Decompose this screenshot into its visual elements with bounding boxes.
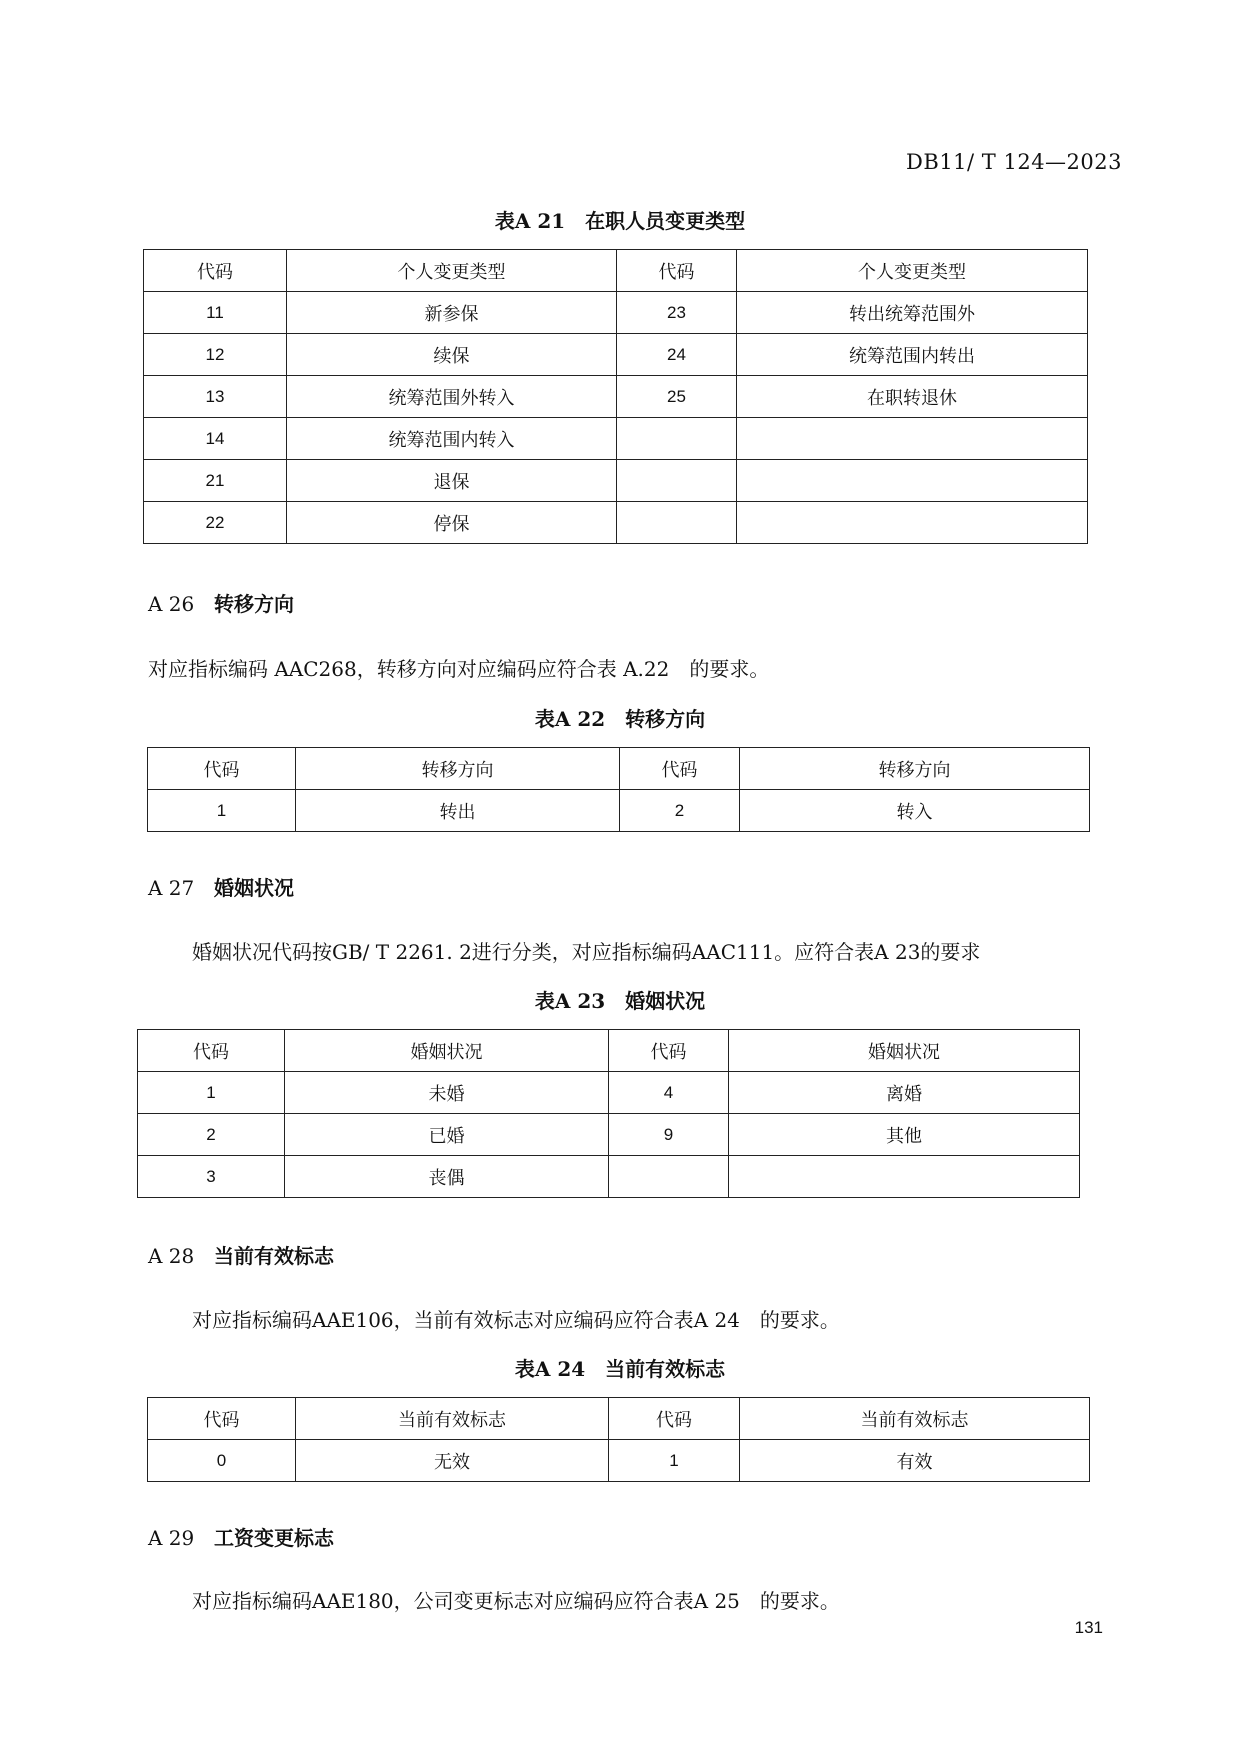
label-cell: 未婚 [285, 1072, 609, 1114]
section-number: A 27 [148, 876, 195, 900]
page-number: 131 [1074, 1618, 1103, 1637]
table-row [138, 1156, 1080, 1198]
code-header-cell: 代码 [144, 250, 287, 292]
code-header-cell: 代码 [148, 1398, 296, 1440]
table-a21-caption: 表A 21 在职人员变更类型 [494, 209, 746, 233]
code-header-cell: 代码 [609, 1030, 729, 1072]
table-header-row [144, 250, 1088, 292]
label-cell [737, 502, 1088, 544]
section-a27-text: 婚姻状况代码按GB/ T 2261. 2进行分类，对应指标编码AAC111。应符合表A 23的要求 [192, 940, 981, 964]
label-cell: 转出 [296, 790, 620, 832]
label-cell: 统筹范围外转入 [287, 376, 617, 418]
code-cell: 1 [138, 1072, 285, 1114]
label-header-cell: 婚姻状况 [729, 1030, 1080, 1072]
label-header-cell: 当前有效标志 [740, 1398, 1090, 1440]
label-cell: 停保 [287, 502, 617, 544]
table-row [144, 502, 1088, 544]
section-title: 当前有效标志 [214, 1244, 334, 1268]
section-a29-text: 对应指标编码AAE180，公司变更标志对应编码应符合表A 25 的要求。 [192, 1589, 840, 1613]
code-cell [609, 1156, 729, 1198]
section-number: A 28 [148, 1244, 195, 1268]
label-header-cell: 个人变更类型 [737, 250, 1088, 292]
table-a22-caption: 表A 22 转移方向 [534, 707, 706, 731]
table-header-row [148, 748, 1090, 790]
section-a27-heading [148, 872, 294, 901]
table-a24-body [148, 1398, 1090, 1482]
section-number: A 26 [148, 592, 195, 616]
section-number: A 29 [148, 1526, 195, 1550]
code-cell: 22 [144, 502, 287, 544]
table-row [144, 292, 1088, 334]
code-cell: 9 [609, 1114, 729, 1156]
code-cell: 2 [138, 1114, 285, 1156]
label-cell: 退保 [287, 460, 617, 502]
table-row [144, 334, 1088, 376]
table-row [138, 1072, 1080, 1114]
code-cell: 12 [144, 334, 287, 376]
table-a23-body [138, 1030, 1080, 1198]
code-cell: 14 [144, 418, 287, 460]
table-row [148, 790, 1090, 832]
section-a28-heading [148, 1240, 334, 1269]
label-header-cell: 转移方向 [296, 748, 620, 790]
label-cell: 统筹范围内转出 [737, 334, 1088, 376]
table-header-row [138, 1030, 1080, 1072]
section-title: 转移方向 [214, 592, 294, 616]
code-cell: 4 [609, 1072, 729, 1114]
label-cell: 新参保 [287, 292, 617, 334]
label-header-cell: 婚姻状况 [285, 1030, 609, 1072]
code-cell: 21 [144, 460, 287, 502]
table-a22-body [148, 748, 1090, 832]
table-row [138, 1114, 1080, 1156]
table-a22 [147, 747, 1090, 832]
label-cell: 已婚 [285, 1114, 609, 1156]
code-cell [617, 502, 737, 544]
section-a26-text: 对应指标编码 AAC268，转移方向对应编码应符合表 A.22 的要求。 [148, 657, 770, 681]
label-cell [729, 1156, 1080, 1198]
label-cell: 转入 [740, 790, 1090, 832]
table-row [148, 1440, 1090, 1482]
code-cell: 11 [144, 292, 287, 334]
label-cell: 有效 [740, 1440, 1090, 1482]
code-cell [617, 418, 737, 460]
code-cell: 0 [148, 1440, 296, 1482]
label-cell: 丧偶 [285, 1156, 609, 1198]
table-a23-caption: 表A 23 婚姻状况 [534, 989, 706, 1013]
label-header-cell: 个人变更类型 [287, 250, 617, 292]
code-cell: 3 [138, 1156, 285, 1198]
label-cell: 离婚 [729, 1072, 1080, 1114]
table-a21-body [144, 250, 1088, 544]
code-cell: 1 [609, 1440, 740, 1482]
document-code: DB11/ T 124—2023 [906, 150, 1122, 174]
code-cell: 23 [617, 292, 737, 334]
label-cell [737, 460, 1088, 502]
table-row [144, 418, 1088, 460]
code-cell: 25 [617, 376, 737, 418]
code-cell [617, 460, 737, 502]
table-row [144, 460, 1088, 502]
code-cell: 24 [617, 334, 737, 376]
table-a24 [147, 1397, 1090, 1482]
code-header-cell: 代码 [620, 748, 740, 790]
code-header-cell: 代码 [148, 748, 296, 790]
label-cell: 其他 [729, 1114, 1080, 1156]
code-cell: 2 [620, 790, 740, 832]
table-row [144, 376, 1088, 418]
code-header-cell: 代码 [617, 250, 737, 292]
section-title: 婚姻状况 [214, 876, 294, 900]
section-a28-text: 对应指标编码AAE106，当前有效标志对应编码应符合表A 24 的要求。 [192, 1308, 840, 1332]
label-cell: 统筹范围内转入 [287, 418, 617, 460]
code-cell: 13 [144, 376, 287, 418]
table-a24-caption: 表A 24 当前有效标志 [514, 1357, 726, 1381]
label-header-cell: 当前有效标志 [296, 1398, 609, 1440]
label-cell: 无效 [296, 1440, 609, 1482]
section-title: 工资变更标志 [214, 1526, 334, 1550]
code-header-cell: 代码 [609, 1398, 740, 1440]
label-cell: 转出统筹范围外 [737, 292, 1088, 334]
table-a23 [137, 1029, 1080, 1198]
label-header-cell: 转移方向 [740, 748, 1090, 790]
table-header-row [148, 1398, 1090, 1440]
label-cell: 续保 [287, 334, 617, 376]
label-cell: 在职转退休 [737, 376, 1088, 418]
section-a29-heading [148, 1522, 334, 1551]
code-header-cell: 代码 [138, 1030, 285, 1072]
table-a21 [143, 249, 1088, 544]
code-cell: 1 [148, 790, 296, 832]
section-a26-heading [148, 588, 294, 617]
label-cell [737, 418, 1088, 460]
